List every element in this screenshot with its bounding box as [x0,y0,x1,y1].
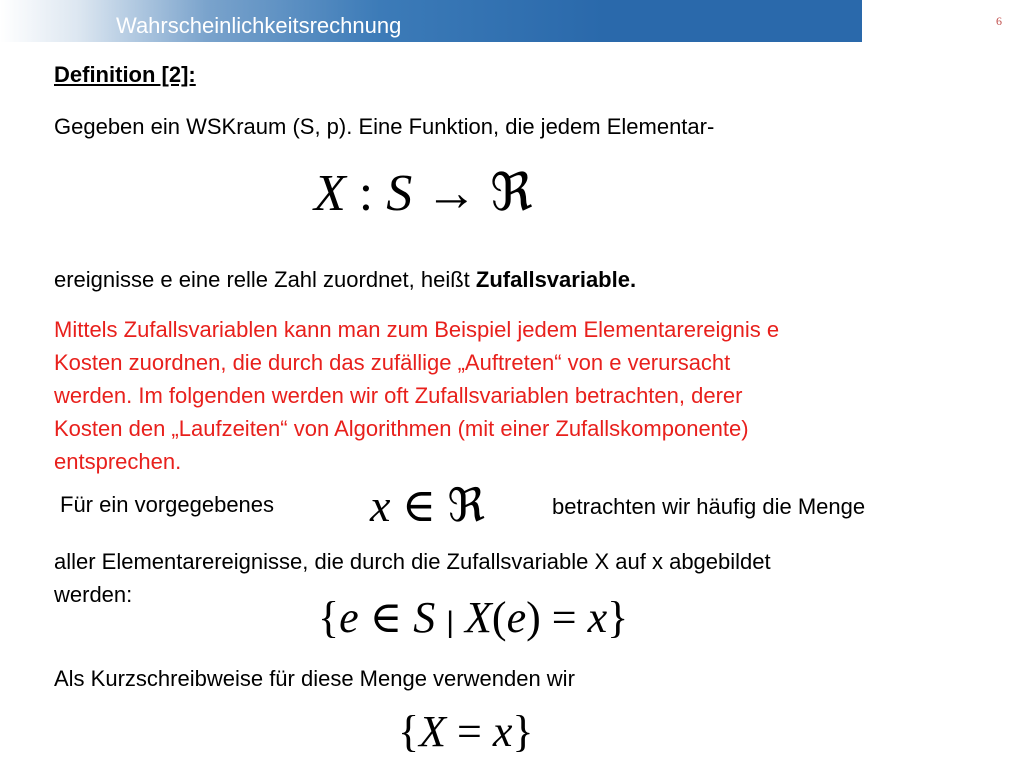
header-bar [0,0,862,42]
slide-header-title: Wahrscheinlichkeitsrechnung [116,13,402,38]
formula-close-brace: } [512,707,534,756]
definition-heading: Definition [2]: [54,62,196,87]
formula-open-brace: { [318,593,340,642]
formula-symbol-x: X [419,707,447,756]
formula-reals-symbol: ℜ [447,478,485,532]
explanation-paragraph [54,313,1014,478]
formula-x-in-reals [370,476,485,535]
consider-set-text: betrachten wir häufig die Menge [552,494,866,519]
page-number: 6 [996,14,1002,28]
formula-symbol-s: S [413,593,436,642]
formula-right-paren: ) [526,593,541,642]
formula-colon: : [358,165,374,222]
given-value-text: Für ein vorgegebenes [60,492,275,517]
explanation-line: entsprechen. [54,449,182,474]
formula-arrow: → [425,165,478,222]
formula-open-brace: { [398,707,420,756]
formula-equals: = [457,707,482,756]
term-zufallsvariable: Zufallsvariable. [475,267,637,292]
definition-line-2-text: ereignisse e eine relle Zahl zuordnet, heißt [54,267,476,292]
formula-element-of: ∈ [401,480,436,531]
formula-reals-symbol: ℜ [490,163,533,223]
formula-close-brace: } [607,593,629,642]
definition-line-1: Gegeben ein WSKraum (S, p). Eine Funktion, die jedem Elementar- [54,114,715,139]
formula-symbol-x-lower: x [492,707,513,756]
formula-symbol-e: e [506,593,527,642]
formula-such-that-bar: | [446,606,455,639]
formula-element-of: ∈ [369,593,403,642]
formula-equals: = [551,593,577,642]
formula-shorthand-set [398,704,534,760]
formula-left-paren: ( [491,593,507,642]
formula-symbol-x-lower: x [587,593,608,642]
set-description-line-end: werden: [54,582,133,607]
definition-line-2 [54,263,636,296]
formula-symbol-x-lower: x [370,480,391,531]
formula-symbol-x: X [314,165,346,222]
explanation-line: Mittels Zufallsvariablen kann man zum Beispiel jedem Elementarereignis e [54,317,780,342]
formula-symbol-e: e [339,593,359,642]
formula-function-mapping [314,160,533,227]
explanation-line: werden. Im folgenden werden wir oft Zufallsvariablen betrachten, derer [54,383,743,408]
shorthand-text: Als Kurzschreibweise für diese Menge verwenden wir [54,666,575,691]
formula-symbol-s: S [386,165,413,222]
explanation-line: Kosten zuordnen, die durch das zufällige „Auftreten“ von e verursacht [54,350,731,375]
explanation-line: Kosten den „Laufzeiten“ von Algorithmen (mit einer Zufallskomponente) [54,416,749,441]
formula-symbol-x: X [465,593,492,642]
set-description-line: aller Elementarereignisse, die durch die Zufallsvariable X auf x abgebildet [54,549,771,574]
formula-preimage-set [318,590,628,651]
